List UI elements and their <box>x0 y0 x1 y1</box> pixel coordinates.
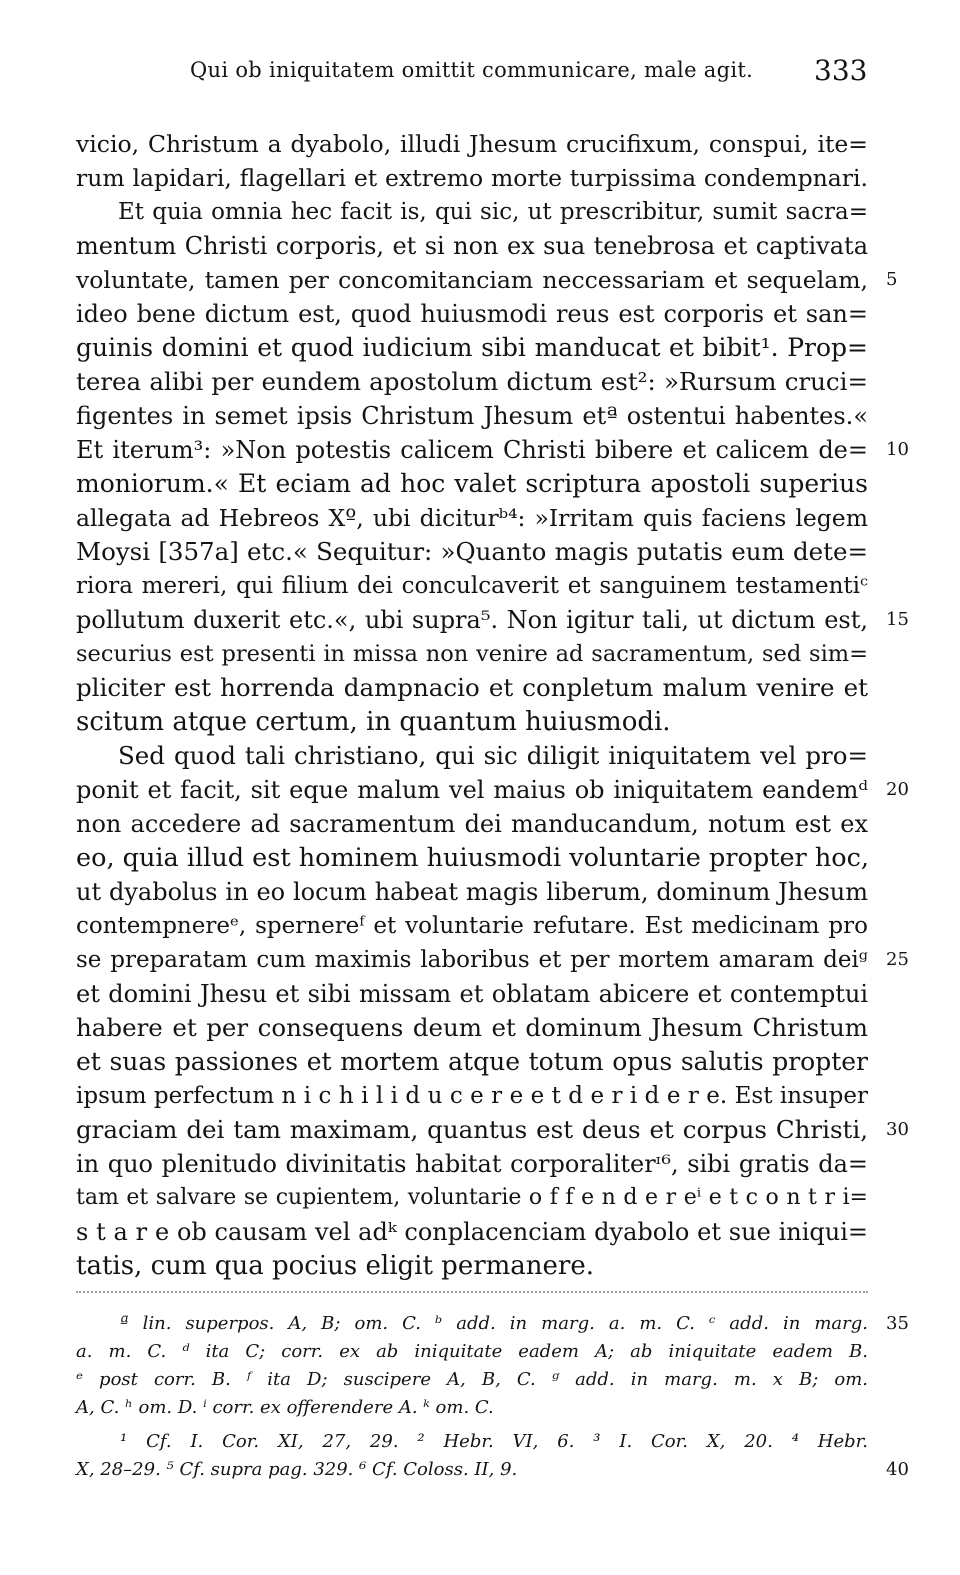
text-line: scitum atque certum, in quantum huiusmodi. <box>76 707 671 737</box>
text-line: Et iterum³: »Non potestis calicem Christi bibere et calicem de= <box>76 436 868 464</box>
text-line: pliciter est horrenda dampnacio et conpletum malum venire et <box>76 673 868 702</box>
text-line: voluntate, tamen per concomitanciam neccessariam et sequelam, <box>76 266 868 294</box>
text-line: rum lapidari, flagellari et extremo morte turpissima condempnari. <box>76 164 868 192</box>
text-line: contempnereᵉ, spernereᶠ et voluntarie refutare. Est medicinam pro <box>76 913 868 939</box>
footnote-line: a. m. C. ᵈ ita C; corr. ex ab iniquitate eadem A; ab iniquitate eadem B. <box>76 1341 868 1362</box>
line-number: 20 <box>886 779 909 800</box>
text-line: allegata ad Hebreos Xº, ubi diciturᵇ⁴: »Irritam quis faciens legem <box>76 504 868 532</box>
text-line: tam et salvare se cupientem, voluntarie o f f e n d e r eⁱ e t c o n t r i= <box>76 1185 868 1210</box>
text-line: riora mereri, qui filium dei conculcaverit et sanguinem testamentiᶜ <box>76 573 868 599</box>
footnote-line: ª lin. superpos. A, B; om. C. ᵇ add. in marg. a. m. C. ᶜ add. in marg. <box>120 1313 868 1334</box>
page-number: 333 <box>814 54 868 87</box>
text-line: habere et per consequens deum et dominum Jhesum Christum <box>76 1013 868 1042</box>
text-line: ponit et facit, sit eque malum vel maius ob iniquitatem eandemᵈ <box>76 776 868 804</box>
text-line: in quo plenitudo divinitatis habitat corporaliterᶦ⁶, sibi gratis da= <box>76 1150 868 1178</box>
text-line: et domini Jhesu et sibi missam et oblatam abicere et contemptui <box>76 980 868 1008</box>
text-line: Moysi [357a] etc.« Sequitur: »Quanto magis putatis eum dete= <box>76 537 868 566</box>
text-line: s t a r e ob causam vel adᵏ conplacenciam dyabolo et sue iniqui= <box>76 1218 868 1246</box>
line-number: 5 <box>886 269 898 290</box>
footnote-line: A, C. ʰ om. D. ⁱ corr. ex offerendere A. ᵏ om. C. <box>76 1397 494 1418</box>
line-number: 10 <box>886 439 909 460</box>
text-line: securius est presenti in missa non venire ad sacramentum, sed sim= <box>76 641 868 667</box>
text-line: figentes in semet ipsis Christum Jhesum etª ostentui habentes.« <box>76 402 868 430</box>
footnote-line: ¹ Cf. I. Cor. XI, 27, 29. ² Hebr. VI, 6. ³ I. Cor. X, 20. ⁴ Hebr. <box>120 1431 868 1452</box>
running-title: Qui ob iniquitatem omittit communicare, male agit. <box>190 58 754 82</box>
footnote-line: X, 28–29. ⁵ Cf. supra pag. 329. ⁶ Cf. Coloss. II, 9. <box>76 1459 518 1480</box>
line-number: 15 <box>886 609 909 630</box>
text-line: mentum Christi corporis, et si non ex sua tenebrosa et captivata <box>76 232 868 260</box>
text-line: Et quia omnia hec facit is, qui sic, ut prescribitur, sumit sacra= <box>118 199 868 225</box>
text-line: ut dyabolus in eo locum habeat magis liberum, dominum Jhesum <box>76 878 868 906</box>
text-line: et suas passiones et mortem atque totum opus salutis propter <box>76 1047 868 1076</box>
footnote-divider <box>76 1291 868 1293</box>
text-line: eo, quia illud est hominem huiusmodi voluntarie propter hoc, <box>76 843 869 873</box>
text-line: moniorum.« Et eciam ad hoc valet scriptura apostoli superius <box>76 469 868 498</box>
line-number: 35 <box>886 1313 909 1334</box>
text-line: non accedere ad sacramentum dei manducandum, notum est ex <box>76 810 868 838</box>
line-number: 25 <box>886 949 909 970</box>
text-line: graciam dei tam maximam, quantus est deus et corpus Christi, <box>76 1115 868 1144</box>
text-line: vicio, Christum a dyabolo, illudi Jhesum crucifixum, conspui, ite= <box>76 130 868 158</box>
line-number: 40 <box>886 1459 909 1480</box>
text-line: ideo bene dictum est, quod huiusmodi reus est corporis et san= <box>76 300 868 328</box>
text-line: Sed quod tali christiano, qui sic diligit iniquitatem vel pro= <box>118 741 868 770</box>
text-line: terea alibi per eundem apostolum dictum est²: »Rursum cruci= <box>76 367 868 396</box>
line-number: 30 <box>886 1119 909 1140</box>
text-line: tatis, cum qua pocius eligit permanere. <box>76 1251 595 1281</box>
text-line: guinis domini et quod iudicium sibi manducat et bibit¹. Prop= <box>76 333 868 362</box>
text-line: ipsum perfectum n i c h i l i d u c e r e e t d e r i d e r e. Est insuper <box>76 1083 868 1109</box>
text-line: se preparatam cum maximis laboribus et per mortem amaram deiᵍ <box>76 947 868 973</box>
footnote-line: ᵉ post corr. B. ᶠ ita D; suscipere A, B, C. ᵍ add. in marg. m. x B; om. <box>76 1369 868 1390</box>
text-line: pollutum duxerit etc.«, ubi supra⁵. Non igitur tali, ut dictum est, <box>76 606 868 634</box>
